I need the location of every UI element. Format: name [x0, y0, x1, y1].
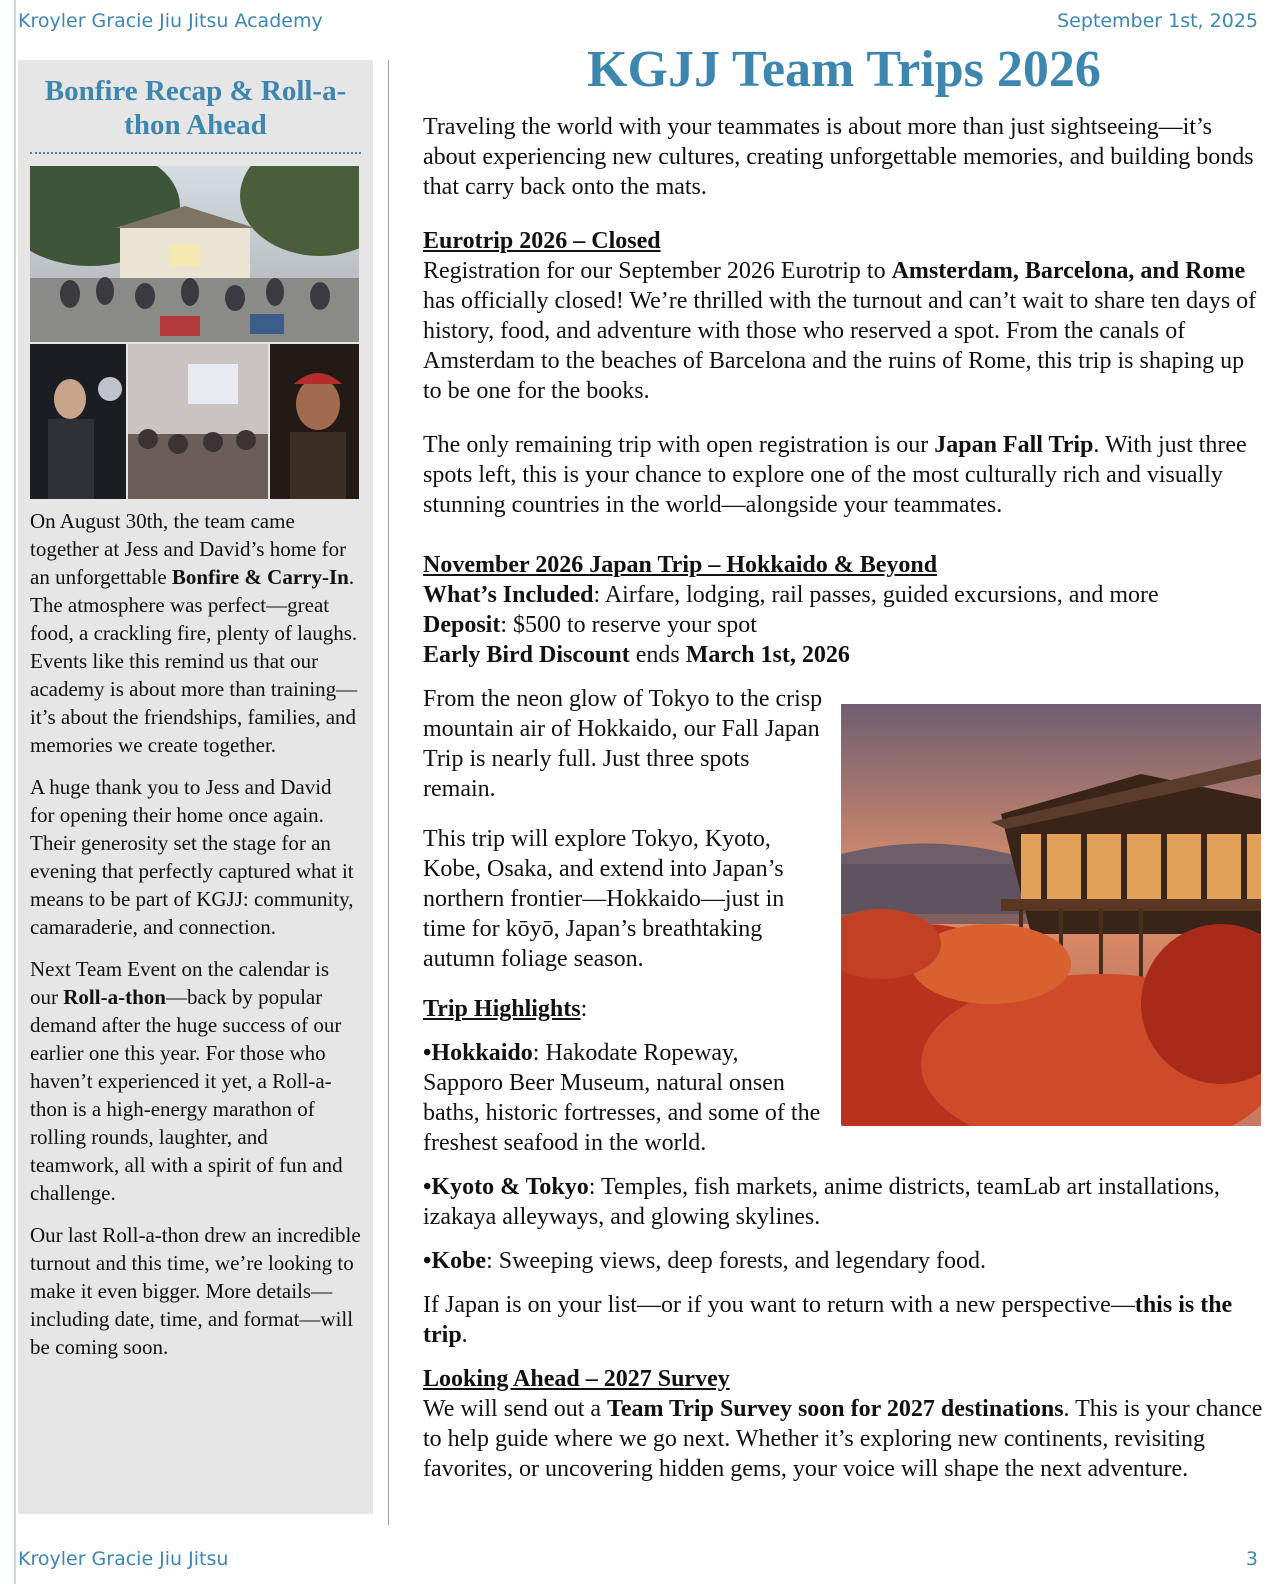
closing-paragraph: [423, 1290, 1265, 1350]
sidebar: [18, 60, 373, 1514]
sidebar-paragraph: [30, 955, 361, 1207]
spacer: [423, 670, 1265, 684]
deposit-line: [423, 610, 1265, 640]
highlight-kyoto-tokyo: [423, 1172, 1265, 1232]
text-run: Registration for our September 2026 Eurotrip to: [423, 258, 892, 284]
japan-trip-name: Japan Fall Trip: [934, 432, 1094, 458]
highlight-label: •Kobe: [423, 1248, 487, 1274]
text-run: ends: [629, 642, 686, 668]
footer-academy-name: Kroyler Gracie Jiu Jitsu: [18, 1548, 229, 1570]
early-bird-line: [423, 640, 1265, 670]
page-footer: [18, 1548, 1258, 1570]
survey-emphasis: Team Trip Survey soon for 2027 destinations: [607, 1396, 1064, 1422]
page-left-rule: [14, 0, 16, 1584]
whats-included-label: What’s Included: [423, 582, 594, 608]
whats-included-line: [423, 580, 1265, 610]
text-run: : Temples, fish markets, anime districts, teamLab art installations, izakaya alleyways, and glowing skylines.: [423, 1174, 1220, 1230]
text-run: :: [580, 996, 588, 1022]
text-run: . This is your chance to help guide where we go next. Whether it’s exploring new continents, revisiting favorites, or uncovering hidden gems, your voice will shape the next adventure.: [423, 1396, 1263, 1482]
itinerary-paragraph: This trip will explore Tokyo, Kyoto, Kobe, Osaka, and extend into Japan’s northern frontier—Hokkaido—just in time for kōyō, Japan’s breathtaking autumn foliage season.: [423, 826, 785, 972]
sidebar-body: [30, 507, 361, 1361]
highlight-label: •Hokkaido: [423, 1040, 533, 1066]
spacer: [423, 406, 1265, 430]
text-run: . The atmosphere was perfect—great food, a crackling fire, plenty of laughs. Events like this remind us that our academy is about more than training—it’s about the friendships, families, and memories we create together.: [30, 565, 358, 757]
header-academy-name: Kroyler Gracie Jiu Jitsu Academy: [18, 10, 323, 32]
japan-trip-heading: November 2026 Japan Trip – Hokkaido & Beyond: [423, 552, 938, 578]
early-bird-date: March 1st, 2026: [685, 642, 850, 668]
text-run: Next Team Event on the calendar is our: [30, 957, 330, 1009]
text-run: . With just three spots left, this is your chance to explore one of the most culturally rich and visually stunning countries in the world—alongside your teammates.: [423, 432, 1247, 518]
header-date: September 1st, 2025: [1057, 10, 1258, 32]
sidebar-paragraph: Our last Roll-a-thon drew an incredible turnout and this time, we’re looking to make it even bigger. More details—including date, time, and format—will be coming soon.: [30, 1223, 361, 1359]
spacer: [423, 202, 1265, 226]
bonfire-group-photo: [30, 166, 359, 342]
sidebar-title: Bonfire Recap & Roll-a-thon Ahead: [44, 75, 347, 141]
spacer: [423, 1350, 1265, 1364]
text-run: The only remaining trip with open registration is our: [423, 432, 935, 458]
highlight-label: •Kyoto & Tokyo: [423, 1174, 589, 1200]
highlights-heading: Trip Highlights: [423, 996, 581, 1022]
deposit-label: Deposit: [423, 612, 501, 638]
bonfire-indoor-photo: [128, 344, 268, 499]
spacer: [423, 1158, 1265, 1172]
text-run: : Airfare, lodging, rail passes, guided excursions, and more: [593, 582, 1159, 608]
text-run: On August 30th, the team came together at Jess and David’s home for an unforgettable: [30, 509, 347, 589]
bonfire-night-photo-right: [270, 344, 359, 499]
text-run: .: [461, 1322, 468, 1348]
spacer: [423, 520, 1265, 550]
text-run: —back by popular demand after the huge success of our earlier one this year. For those who haven’t experienced it yet, a Roll-a-thon is a high-energy marathon of rolling rounds, laughter, and teamwork, all with a spirit of fun and challenge.: [30, 985, 343, 1205]
page-header: [18, 10, 1258, 32]
text-run: has officially closed! We’re thrilled with the turnout and can’t wait to share ten days of history, food, and adventure with those who reserved a spot. From the canals of Amsterdam to the beaches of Barcelona and the ruins of Rome, this trip is shaping up to be one for the books.: [423, 288, 1257, 404]
bonfire-night-photo-left: [30, 344, 126, 499]
eurotrip-heading: Eurotrip 2026 – Closed: [423, 228, 661, 254]
text-run: : Sweeping views, deep forests, and legendary food.: [486, 1248, 986, 1274]
bonfire-photo-collage: [30, 166, 359, 499]
sidebar-dotted-divider: [30, 152, 361, 154]
spacer: [423, 1232, 1265, 1246]
intro-paragraph: Traveling the world with your teammates is about more than just sightseeing—it’s about experiencing new cultures, creating unforgettable memories, and building bonds that carry back onto the mats.: [423, 114, 1254, 200]
eurotrip-paragraph: [423, 256, 1265, 406]
text-run: : $500 to reserve your spot: [500, 612, 757, 638]
roll-a-thon-name: Roll-a-thon: [63, 985, 166, 1009]
remaining-trip-paragraph: [423, 430, 1265, 520]
text-run: We will send out a: [423, 1396, 608, 1422]
page-number: 3: [1245, 1548, 1258, 1570]
eurotrip-cities: Amsterdam, Barcelona, and Rome: [891, 258, 1246, 284]
main-article: [423, 40, 1265, 1484]
spacer: [423, 1276, 1265, 1290]
tokyo-paragraph: From the neon glow of Tokyo to the crisp mountain air of Hokkaido, our Fall Japan Trip is nearly full. Just three spots remain.: [423, 686, 823, 802]
page-title: KGJJ Team Trips 2026: [587, 41, 1101, 98]
this-is-the-trip: this is the trip: [423, 1292, 1233, 1348]
highlight-kobe: [423, 1246, 1265, 1276]
survey-paragraph: [423, 1394, 1265, 1484]
sidebar-paragraph: [30, 507, 361, 759]
survey-heading: Looking Ahead – 2027 Survey: [423, 1366, 730, 1392]
sidebar-paragraph: A huge thank you to Jess and David for opening their home once again. Their generosity set the stage for an evening that perfectly captured what it means to be part of KGJJ: community, camaraderie, and connection.: [30, 775, 354, 939]
kyoto-temple-photo: [841, 704, 1261, 1126]
highlight-hokkaido: [423, 1038, 823, 1158]
column-divider: [388, 60, 389, 1525]
text-run: : Hakodate Ropeway, Sapporo Beer Museum, natural onsen baths, historic fortresses, and some of the freshest seafood in the world.: [423, 1040, 821, 1156]
bonfire-event-name: Bonfire & Carry-In: [171, 565, 349, 589]
text-run: If Japan is on your list—or if you want to return with a new perspective—: [423, 1292, 1135, 1318]
early-bird-label: Early Bird Discount: [423, 642, 630, 668]
